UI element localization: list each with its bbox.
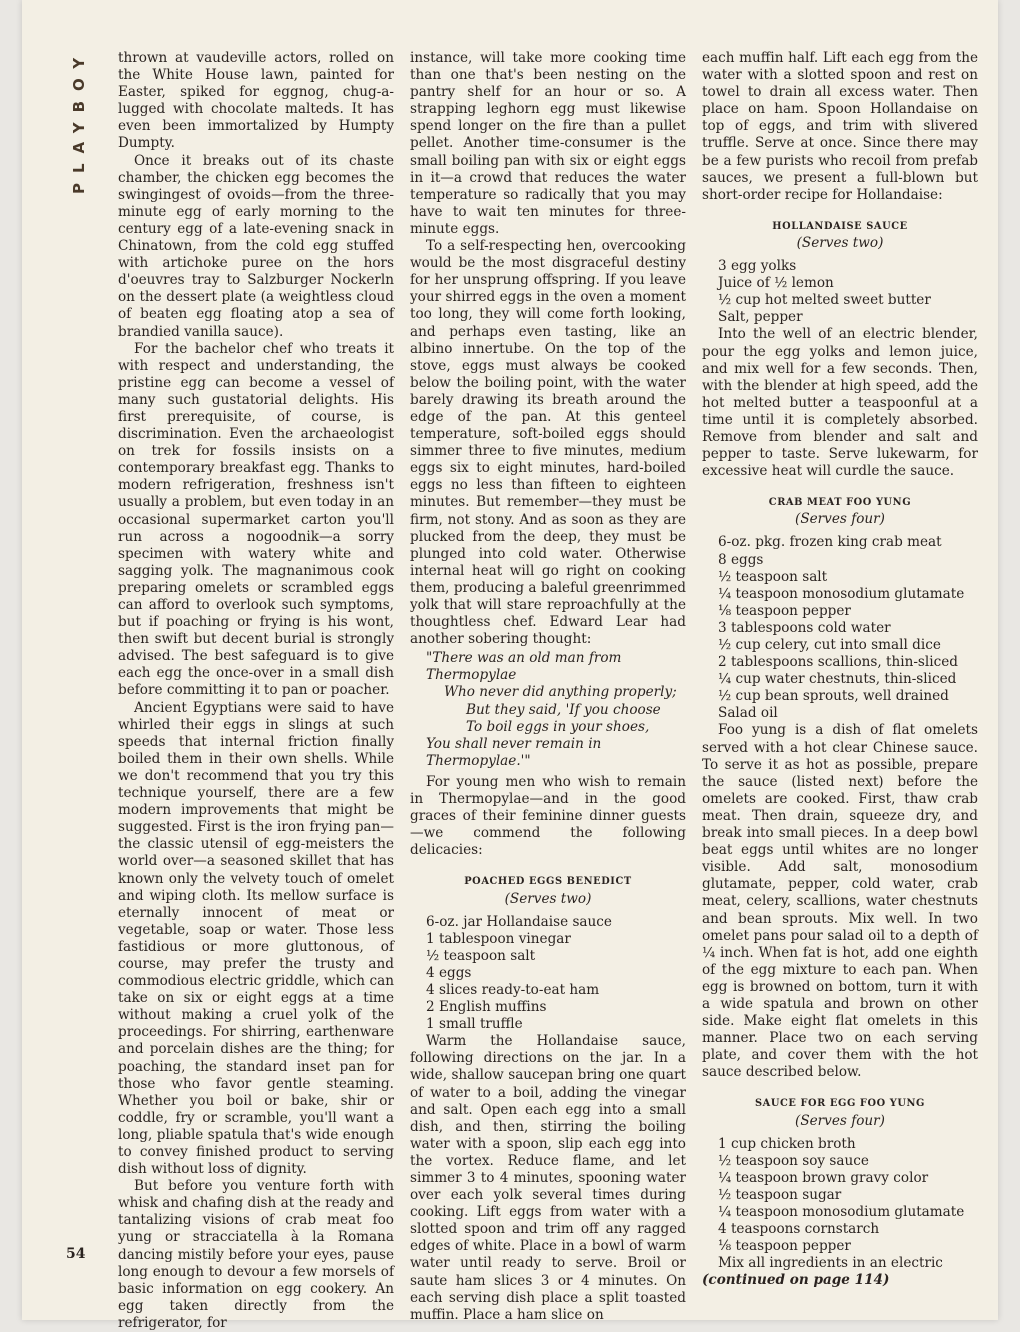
masthead: PLAYBOY xyxy=(70,48,88,195)
ingredient-item: ¼ teaspoon monosodium glutamate xyxy=(718,585,965,602)
ingredient-item: ½ teaspoon soy sauce xyxy=(718,1152,869,1169)
ingredient-list xyxy=(426,914,686,1034)
paragraph: For young men who wish to remain in Thermopylae—and in the good graces of their feminine dinner guests—we commend the following delicacies: xyxy=(410,773,686,859)
continued-note: (continued on page 114) xyxy=(702,1272,890,1289)
recipe-title: HOLLANDAISE SAUCE xyxy=(772,220,908,232)
ingredient-item: 1 cup chicken broth xyxy=(718,1135,856,1152)
recipe-method: Warm the Hollandaise sauce, following directions on the jar. In a wide, shallow saucepan bring one quart of water to a boil, adding the vinegar and salt. Open each egg into a small dish, and then, stirring the boiling water with a spoon, slip each egg into the vortex. Reduce flame, and let simmer 3 to 4 minutes, spooning water over each yolk several times during cooking. Lift eggs from water with a slotted spoon and trim off any ragged edges of white. Place in a bowl of warm water until ready to serve. Broil or saute ham slices 3 or 4 minutes. On each serving dish place a split toasted muffin. Place a ham slice on xyxy=(410,1033,686,1323)
recipe-method: Mix all ingredients in an electric xyxy=(718,1255,943,1272)
ingredient-item: ½ teaspoon salt xyxy=(426,947,536,964)
ingredient-item: 2 English muffins xyxy=(426,999,547,1016)
verse-quote xyxy=(426,650,686,770)
recipe-method: Foo yung is a dish of flat omelets served with a hot clear Chinese sauce. To serve it as hot as possible, prepare the sauce (listed next) before the omelets are cooked. First, thaw crab meat. Then drain, squeeze dry, and break into small pieces. In a deep bowl beat eggs until whites are no longer visible. Add salt, monosodium glutamate, pepper, cold water, crab meat, celery, scallions, water chestnuts and bean sprouts. Mix well. In two omelet pans pour salad oil to a depth of ¼ inch. When fat is hot, add one eighth of the egg mixture to each pan. When egg is browned on bottom, turn it with a wide spatula and brown on other side. Make eight flat omelets in this manner. Place two on each serving plate, and cover them with the hot sauce described below. xyxy=(702,722,978,1081)
verse-line: Who never did anything properly; xyxy=(444,684,677,701)
paragraph: For the bachelor chef who treats it with respect and understanding, the pristine egg can become a vessel of many such gustatorial delights. His first prerequisite, of course, is discrimination. Even the archaeologist on trek for fossils insists on a contemporary breakfast egg. Thanks to modern refrigeration, freshness isn't usually a problem, but even today in an occasional supermarket carton you'll run across a nogoodnik—a sorry specimen with watery white and sagging yolk. The magnanimous cook preparing omelets or scrambled eggs can afford to overlook such symptoms, but if poaching or frying is his wont, then swift but decent burial is strongly advised. The best safeguard is to give each egg the once-over in a small dish before committing it to pan or poacher. xyxy=(118,340,394,699)
ingredient-item: ½ cup celery, cut into small dice xyxy=(718,637,941,653)
ingredient-item: 2 tablespoons scallions, thin-sliced xyxy=(718,654,958,671)
recipe-title: SAUCE FOR EGG FOO YUNG xyxy=(754,1098,926,1110)
column-3 xyxy=(702,50,978,1289)
recipe-title: POACHED EGGS BENEDICT xyxy=(464,876,632,888)
paragraph: instance, will take more cooking time than one that's been nesting on the pantry shelf for an hour or so. A strapping leghorn egg must likewise spend longer on the fire than a pullet pellet. Another time-consumer is the small boiling pan with six or eight eggs in it—a crowd that reduces the water temperature so radically that you may have to wait ten minutes for three-minute eggs. xyxy=(410,50,686,237)
column-1 xyxy=(118,50,394,1332)
ingredient-item: 8 eggs xyxy=(718,551,764,568)
ingredient-item: ¼ cup water chestnuts, thin-sliced xyxy=(718,671,957,688)
ingredient-item: 1 tablespoon vinegar xyxy=(426,930,571,947)
column-2 xyxy=(410,50,686,1324)
ingredient-item: ½ teaspoon salt xyxy=(718,568,828,585)
recipe-serves: (Serves four) xyxy=(795,511,885,528)
verse-line: "There was an old man from Thermopylae xyxy=(426,650,622,684)
ingredient-item: 4 slices ready-to-eat ham xyxy=(426,981,600,998)
ingredient-list xyxy=(718,258,978,326)
ingredient-list xyxy=(718,534,978,722)
paragraph: But before you venture forth with whisk and chafing dish at the ready and tantalizing visions of crab meat foo yung or stracciatella à la Romana dancing mistily before your eyes, pause long enough to devour a few morsels of basic information on egg cookery. An egg taken directly from the refrigerator, for xyxy=(118,1178,394,1331)
paragraph: each muffin half. Lift each egg from the water with a slotted spoon and rest on towel to drain all excess water. Then place on ham. Spoon Hollandaise on top of eggs, and trim with slivered truffle. Serve at once. Since there may be a few purists who recoil from prefab sauces, we present a full-blown but short-order recipe for Hollandaise: xyxy=(702,50,978,203)
ingredient-list xyxy=(718,1136,978,1256)
ingredient-item: ⅛ teaspoon pepper xyxy=(718,602,851,619)
ingredient-item: Juice of ½ lemon xyxy=(718,275,834,292)
recipe-serves: (Serves two) xyxy=(796,234,884,251)
magazine-page xyxy=(22,0,998,1331)
ingredient-item: Salt, pepper xyxy=(718,309,803,326)
recipe-title: CRAB MEAT FOO YUNG xyxy=(768,497,912,509)
ingredient-item: 3 tablespoons cold water xyxy=(718,619,891,636)
ingredient-item: ¼ teaspoon brown gravy color xyxy=(718,1169,929,1186)
paragraph: To a self-respecting hen, overcooking would be the most disgraceful destiny for her unsprung offspring. If you leave your shirred eggs in the oven a moment too long, they will come forth looking, and perhaps even tasting, like an albino innertube. On the top of the stove, eggs must always be cooked below the boiling point, with the water barely drawing its breath around the edge of the pan. At this genteel temperature, soft-boiled eggs should simmer three to five minutes, medium eggs six to eight minutes, hard-boiled eggs no less than fifteen to eighteen minutes. But remember—they must be firm, not stony. And as soon as they are plucked from the deep, they must be plunged into cold water. Otherwise internal heat will go right on cooking them, producing a baleful greenrimmed yolk that will stare reproachfully at the thoughtless chef. Edward Lear had another sobering thought: xyxy=(410,238,686,648)
paragraph: thrown at vaudeville actors, rolled on the White House lawn, painted for Easter, spiked for eggnog, chug-a-lugged with chocolate malteds. It has even been immortalized by Humpty Dumpty. xyxy=(118,50,394,152)
ingredient-item: 6-oz. jar Hollandaise sauce xyxy=(426,913,612,930)
verse-line: But they said, 'If you choose xyxy=(466,701,661,718)
page-number: 54 xyxy=(66,1246,86,1262)
ingredient-item: Salad oil xyxy=(718,705,778,722)
paragraph: Ancient Egyptians were said to have whirled their eggs in slings at such speeds that internal friction finally boiled them in their own shells. While we don't recommend that you try this technique yourself, there are a few modern improvements that might be suggested. First is the iron frying pan—the classic utensil of egg-meisters the world over—a seasoned skillet that has known only the velvety touch of omelet and wiping cloth. Its mellow surface is eternally innocent of meat or vegetable, soap or water. Those less fastidious or more gluttonous, of course, may prefer the trusty and commodious electric griddle, which can take on six or eight eggs at a time without making a cruel yolk of the proceedings. For shirring, earthenware and porcelain dishes are the thing; for poaching, the standard inset pan for those who favor gentle steaming. Whether you boil or bake, shir or coddle, fry or scramble, you'll want a long, pliable spatula that's wide enough to convey finished product to serving dish without loss of dignity. xyxy=(118,699,394,1178)
ingredient-item: ½ teaspoon sugar xyxy=(718,1186,842,1203)
recipe-serves: (Serves two) xyxy=(504,890,592,907)
verse-line: To boil eggs in your shoes, xyxy=(466,718,650,735)
paragraph: Once it breaks out of its chaste chamber, the chicken egg becomes the swingingest of ovoids—from the three-minute egg of early morning to the century egg of a late-evening snack in Chinatown, from the cold egg stuffed with artichoke puree on the hors d'oeuvres tray to Salzburger Nockerln on the dessert plate (a weightless cloud of beaten egg floating atop a sea of brandied vanilla sauce). xyxy=(118,152,394,340)
ingredient-item: 4 teaspoons cornstarch xyxy=(718,1221,880,1238)
ingredient-item: 4 eggs xyxy=(426,964,472,981)
ingredient-item: 6-oz. pkg. frozen king crab meat xyxy=(718,534,942,551)
ingredient-item: 3 egg yolks xyxy=(718,258,797,275)
ingredient-item: ½ cup bean sprouts, well drained xyxy=(718,688,949,705)
ingredient-item: 1 small truffle xyxy=(426,1016,523,1033)
recipe-serves: (Serves four) xyxy=(795,1112,885,1129)
ingredient-item: ⅛ teaspoon pepper xyxy=(718,1238,851,1255)
recipe-method: Into the well of an electric blender, pour the egg yolks and lemon juice, and mix well for a few seconds. Then, with the blender at high speed, add the hot melted butter a teaspoonful at a time until it is completely absorbed. Remove from blender and salt and pepper to taste. Serve lukewarm, for excessive heat will curdle the sauce. xyxy=(702,326,978,480)
ingredient-item: ½ cup hot melted sweet butter xyxy=(718,292,931,309)
ingredient-item: ¼ teaspoon monosodium glutamate xyxy=(718,1204,965,1220)
verse-line: You shall never remain in Thermopylae.'" xyxy=(426,735,602,769)
